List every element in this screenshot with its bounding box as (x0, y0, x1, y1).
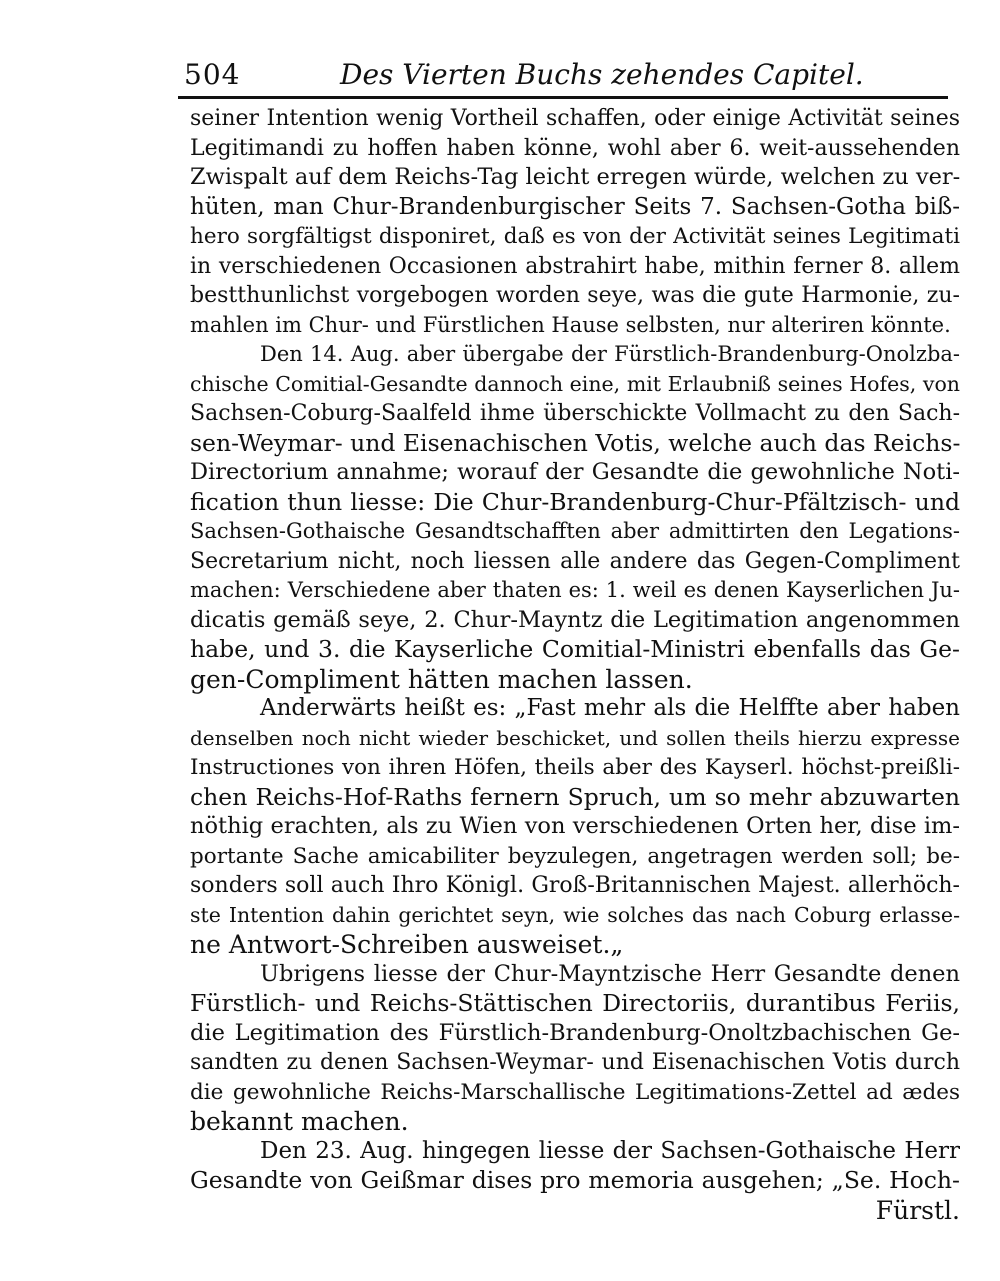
header-rule (178, 96, 948, 99)
text-line: Secretarium nicht, noch liessen alle andere das Gegen-Compliment (190, 548, 960, 574)
text-line: Anderwärts heißt es: „Fast mehr als die Helffte aber haben (260, 695, 960, 721)
text-line: Gesandte von Geißmar dises pro memoria ausgehen; „Se. Hoch- (190, 1166, 960, 1194)
text-line: Zwispalt auf dem Reichs-Tag leicht erregen würde, welchen zu ver- (190, 164, 961, 190)
text-line: bestthunlichst vorgebogen worden seye, was die gute Harmonie, zu- (190, 283, 960, 308)
text-line: denselben noch nicht wieder beschicket, und sollen theils hierzu expresse (190, 725, 960, 750)
text-line: ne Antwort-Schreiben ausweiset.„ (190, 930, 624, 959)
page-number: 504 (184, 58, 241, 91)
text-line: hero sorgfältigst disponiret, daß es von der Activität seines Legitimati (190, 224, 960, 249)
text-line: habe, und 3. die Kayserliche Comitial-Ministri ebenfalls das Ge- (190, 635, 960, 663)
text-line: Sachsen-Coburg-Saalfeld ihme überschickte Vollmacht zu den Sach- (190, 401, 960, 426)
catchword: Fürstl. (875, 1195, 960, 1225)
text-line: chische Comitial-Gesandte dannoch eine, mit Erlaubniß seines Hofes, von (190, 371, 960, 396)
text-line: Instructiones von ihren Höfen, theils aber des Kayserl. höchst-preißli- (190, 755, 960, 780)
text-line: Legitimandi zu hoffen haben könne, wohl aber 6. weit-aussehenden (190, 135, 960, 161)
text-line: Directorium annahme; worauf der Gesandte die gewohnliche Noti- (190, 459, 960, 485)
text-line: bekannt machen. (190, 1107, 409, 1136)
text-line: Ubrigens liesse der Chur-Mayntzische Herr Gesandte denen (260, 960, 960, 987)
text-line: seiner Intention wenig Vortheil schaffen, oder einige Activität seines (190, 106, 960, 131)
text-line: Sachsen-Gothaische Gesandtschafften aber admittirten den Legations- (190, 519, 960, 543)
text-line: ste Intention dahin gerichtet seyn, wie solches das nach Coburg erlasse- (190, 902, 960, 927)
text-line: sandten zu denen Sachsen-Weymar- und Eisenachischen Votis durch (190, 1050, 960, 1075)
text-line: gen-Compliment hätten machen lassen. (190, 664, 693, 694)
text-line: die Legitimation des Fürstlich-Brandenburg-Onoltzbachischen Ge- (190, 1019, 960, 1046)
text-line: mahlen im Chur- und Fürstlichen Hause selbsten, nur alteriren könnte. (190, 312, 951, 337)
running-title: Des Vierten Buchs zehendes Capitel. (340, 58, 864, 91)
text-line: die gewohnliche Reichs-Marschallische Legitimations-Zettel ad ædes (190, 1079, 960, 1105)
text-line: fication thun liesse: Die Chur-Brandenburg-Chur-Pfältzisch- und (190, 487, 960, 516)
text-line: machen: Verschiedene aber thaten es: 1. weil es denen Kayserlichen Ju- (190, 578, 960, 602)
text-line: hüten, man Chur-Brandenburgischer Seits 7. Sachsen-Gotha biß- (190, 193, 960, 220)
text-line: sen-Weymar- und Eisenachischen Votis, welche auch das Reichs- (190, 428, 961, 457)
text-line: Fürstlich- und Reichs-Stättischen Directoriis, durantibus Feriis, (190, 989, 960, 1017)
page-header (178, 56, 948, 96)
text-line: portante Sache amicabiliter beyzulegen, angetragen werden soll; be- (190, 843, 960, 869)
text-line: dicatis gemäß seye, 2. Chur-Mayntz die Legitimation angenommen (190, 606, 960, 633)
text-line: nöthig erachten, als zu Wien von verschiedenen Orten her, dise im- (190, 813, 960, 839)
text-line: chen Reichs-Hof-Raths fernern Spruch, um so mehr abzuwarten (190, 782, 960, 811)
text-line: sonders soll auch Ihro Königl. Groß-Britannischen Majest. allerhöch- (190, 873, 960, 898)
text-line: in verschiedenen Occasionen abstrahirt habe, mithin ferner 8. allem (190, 253, 960, 279)
text-line: Den 14. Aug. aber übergabe der Fürstlich-Brandenburg-Onolzba- (260, 342, 960, 366)
body-text (190, 104, 960, 1225)
text-line: Den 23. Aug. hingegen liesse der Sachsen-Gothaische Herr (260, 1137, 960, 1164)
